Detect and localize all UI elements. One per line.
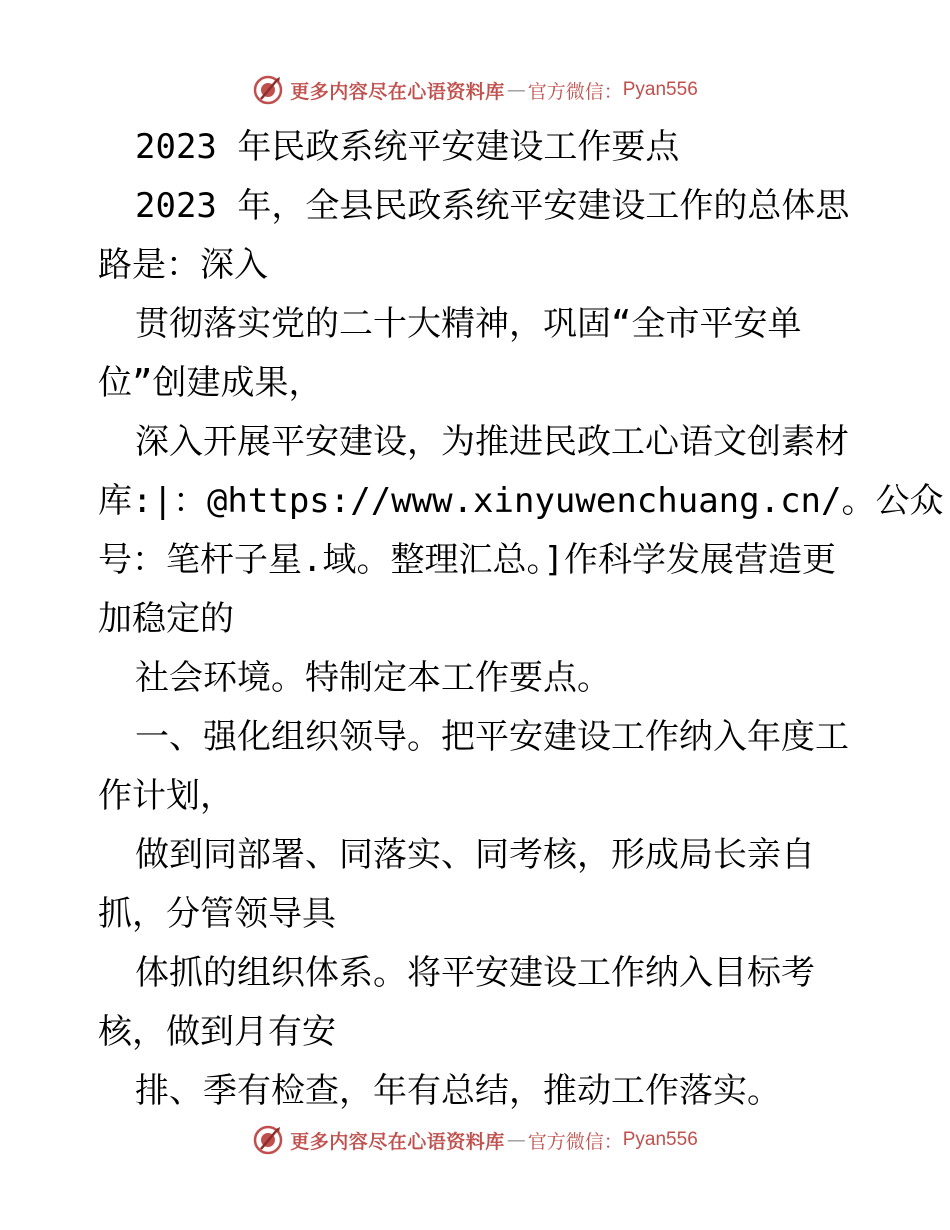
text-line: 作计划， — [98, 776, 234, 816]
document-title: 2023 年民政系统平安建设工作要点 — [135, 127, 680, 167]
text-line: 贯彻落实党的二十大精神，巩固“全市平安单 — [135, 304, 802, 344]
text-line: 位”创建成果， — [98, 363, 323, 403]
watermark-main-text: 更多内容尽在心语资料库 — [290, 1130, 505, 1153]
header-watermark — [0, 70, 950, 110]
watermark-dash: — — [506, 1129, 526, 1151]
watermark-wechat-id: Pyan556 — [622, 1129, 698, 1150]
watermark-contact-label: 官方微信： — [527, 1130, 623, 1153]
text-line: 社会环境。特制定本工作要点。 — [135, 658, 611, 698]
text-line: 核，做到月有安 — [98, 1012, 336, 1052]
pen-logo-icon — [252, 74, 284, 106]
text-line: 路是：深入 — [98, 245, 268, 285]
text-line: 2023 年，全县民政系统平安建设工作的总体思 — [135, 186, 850, 226]
watermark-main-text: 更多内容尽在心语资料库 — [290, 80, 505, 103]
text-line: 一、强化组织领导。把平安建设工作纳入年度工 — [135, 717, 849, 757]
footer-watermark — [0, 1120, 950, 1160]
text-line: 库:|：@https://www.xinyuwenchuang.cn/。公众 — [98, 481, 944, 521]
pen-logo-icon — [252, 1124, 284, 1156]
text-line: 做到同部署、同落实、同考核，形成局长亲自 — [135, 835, 815, 875]
watermark-dash: — — [506, 79, 526, 101]
text-line: 排、季有检查，年有总结，推动工作落实。 — [135, 1071, 781, 1111]
document-body — [98, 118, 944, 1121]
text-line: 抓，分管领导具 — [98, 894, 336, 934]
text-line: 号：笔杆子星.域。整理汇总。]作科学发展营造更 — [98, 540, 836, 580]
watermark-contact-label: 官方微信： — [527, 80, 623, 103]
watermark-wechat-id: Pyan556 — [622, 79, 698, 100]
text-line: 体抓的组织体系。将平安建设工作纳入目标考 — [135, 953, 815, 993]
text-line: 深入开展平安建设，为推进民政工心语文创素材 — [135, 422, 849, 462]
text-line: 加稳定的 — [98, 599, 234, 639]
